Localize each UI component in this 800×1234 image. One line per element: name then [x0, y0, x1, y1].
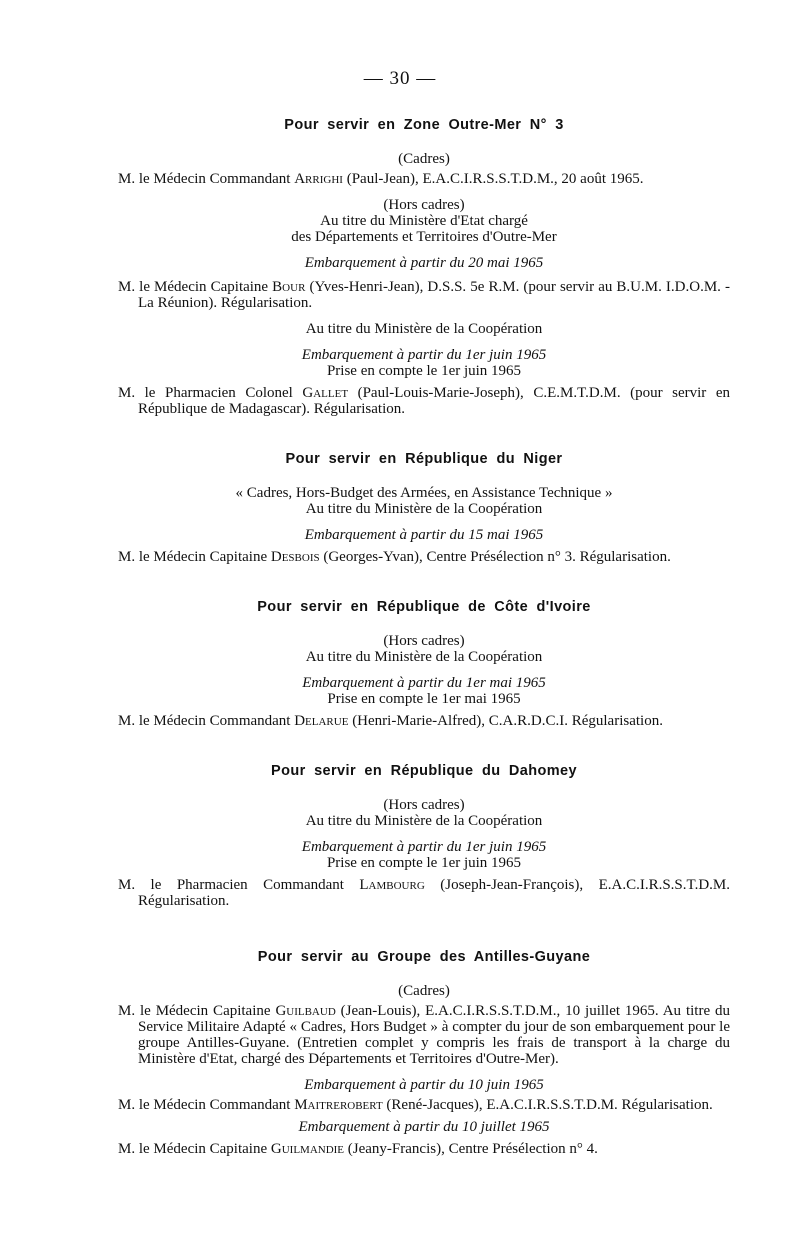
ministry-line: Au titre du Ministère d'Etat chargé: [320, 213, 528, 229]
assignment-entry: M. le Médecin Capitaine Guilmandie (Jeany-Francis), Centre Présélection n° 4.: [118, 1141, 598, 1157]
section-heading: Pour servir en Zone Outre-Mer N° 3: [284, 117, 564, 133]
category-label: « Cadres, Hors-Budget des Armées, en Assistance Technique »: [235, 485, 613, 501]
section-antilles-guyane: [118, 949, 730, 1157]
ministry-line: Au titre du Ministère de la Coopération: [305, 649, 543, 665]
person-name: Desbois: [270, 549, 320, 565]
assignment-entry: M. le Médecin Capitaine Guilbaud (Jean-Louis), E.A.C.I.R.S.S.T.D.M., 10 juillet 1965. Au titre du Service Militaire Adapté « Cadres, Hors Budget » à compter du jour de son embarquement pour le groupe Antilles-Guyane. (Entretien complet y compris les frais de transport à la charge du Ministère d'Etat, chargé des Départements et Territoires d'Outre-Mer).: [118, 1003, 730, 1067]
person-name: Bour: [272, 279, 306, 295]
category-label: (Cadres): [398, 983, 450, 999]
category-label: (Hors cadres): [383, 633, 465, 649]
person-name: Maitrerobert: [294, 1097, 383, 1113]
category-label: (Hors cadres): [383, 197, 465, 213]
ministry-line: des Départements et Territoires d'Outre-Mer: [291, 229, 557, 245]
category-label: (Hors cadres): [383, 797, 465, 813]
accounting-date: Prise en compte le 1er juin 1965: [326, 855, 522, 871]
accounting-date: Prise en compte le 1er mai 1965: [327, 691, 521, 707]
page-number: — 30 —: [363, 68, 437, 89]
page-content: [118, 117, 730, 1157]
assignment-entry: M. le Médecin Capitaine Bour (Yves-Henri-Jean), D.S.S. 5e R.M. (pour servir au B.U.M. I.D.O.M. - La Réunion). Régularisation.: [118, 279, 730, 311]
section-dahomey: [118, 763, 730, 909]
assignment-entry: M. le Médecin Commandant Arrighi (Paul-Jean), E.A.C.I.R.S.S.T.D.M., 20 août 1965.: [118, 171, 644, 187]
section-zone-outre-mer: [118, 117, 730, 417]
embarkation-date: Embarquement à partir du 1er juin 1965: [301, 839, 547, 855]
person-name: Guilmandie: [270, 1141, 345, 1157]
category-label: (Cadres): [398, 151, 450, 167]
section-heading: Pour servir en République de Côte d'Ivoire: [257, 599, 591, 615]
assignment-entry: M. le Médecin Capitaine Desbois (Georges-Yvan), Centre Présélection n° 3. Régularisation.: [118, 549, 671, 565]
assignment-entry: M. le Médecin Commandant Delarue (Henri-Marie-Alfred), C.A.R.D.C.I. Régularisation.: [118, 713, 663, 729]
assignment-entry: M. le Médecin Commandant Maitrerobert (René-Jacques), E.A.C.I.R.S.S.T.D.M. Régularisation.: [118, 1097, 713, 1113]
ministry-line: Au titre du Ministère de la Coopération: [305, 501, 543, 517]
person-name: Gallet: [302, 385, 349, 401]
person-name: Guilbaud: [275, 1003, 336, 1019]
assignment-entry: M. le Pharmacien Commandant Lambourg (Joseph-Jean-François), E.A.C.I.R.S.S.T.D.M. Régularisation.: [118, 877, 730, 909]
embarkation-date: Embarquement à partir du 20 mai 1965: [304, 255, 544, 271]
assignment-entry: M. le Pharmacien Colonel Gallet (Paul-Louis-Marie-Joseph), C.E.M.T.D.M. (pour servir en République de Madagascar). Régularisation.: [118, 385, 730, 417]
section-heading: Pour servir au Groupe des Antilles-Guyane: [257, 949, 591, 965]
section-niger: [118, 451, 730, 565]
embarkation-date: Embarquement à partir du 10 juillet 1965: [298, 1119, 550, 1135]
embarkation-date: Embarquement à partir du 1er juin 1965: [301, 347, 547, 363]
embarkation-date: Embarquement à partir du 15 mai 1965: [304, 527, 544, 543]
person-name: Arrighi: [294, 171, 343, 187]
ministry-line: Au titre du Ministère de la Coopération: [305, 813, 543, 829]
section-heading: Pour servir en République du Niger: [285, 451, 563, 467]
embarkation-date: Embarquement à partir du 1er mai 1965: [302, 675, 546, 691]
section-cote-d-ivoire: [118, 599, 730, 729]
ministry-line: Au titre du Ministère de la Coopération: [305, 321, 543, 337]
accounting-date: Prise en compte le 1er juin 1965: [326, 363, 522, 379]
person-name: Delarue: [294, 713, 349, 729]
section-heading: Pour servir en République du Dahomey: [271, 763, 577, 779]
person-name: Lambourg: [359, 877, 425, 893]
embarkation-date: Embarquement à partir du 10 juin 1965: [304, 1077, 544, 1093]
